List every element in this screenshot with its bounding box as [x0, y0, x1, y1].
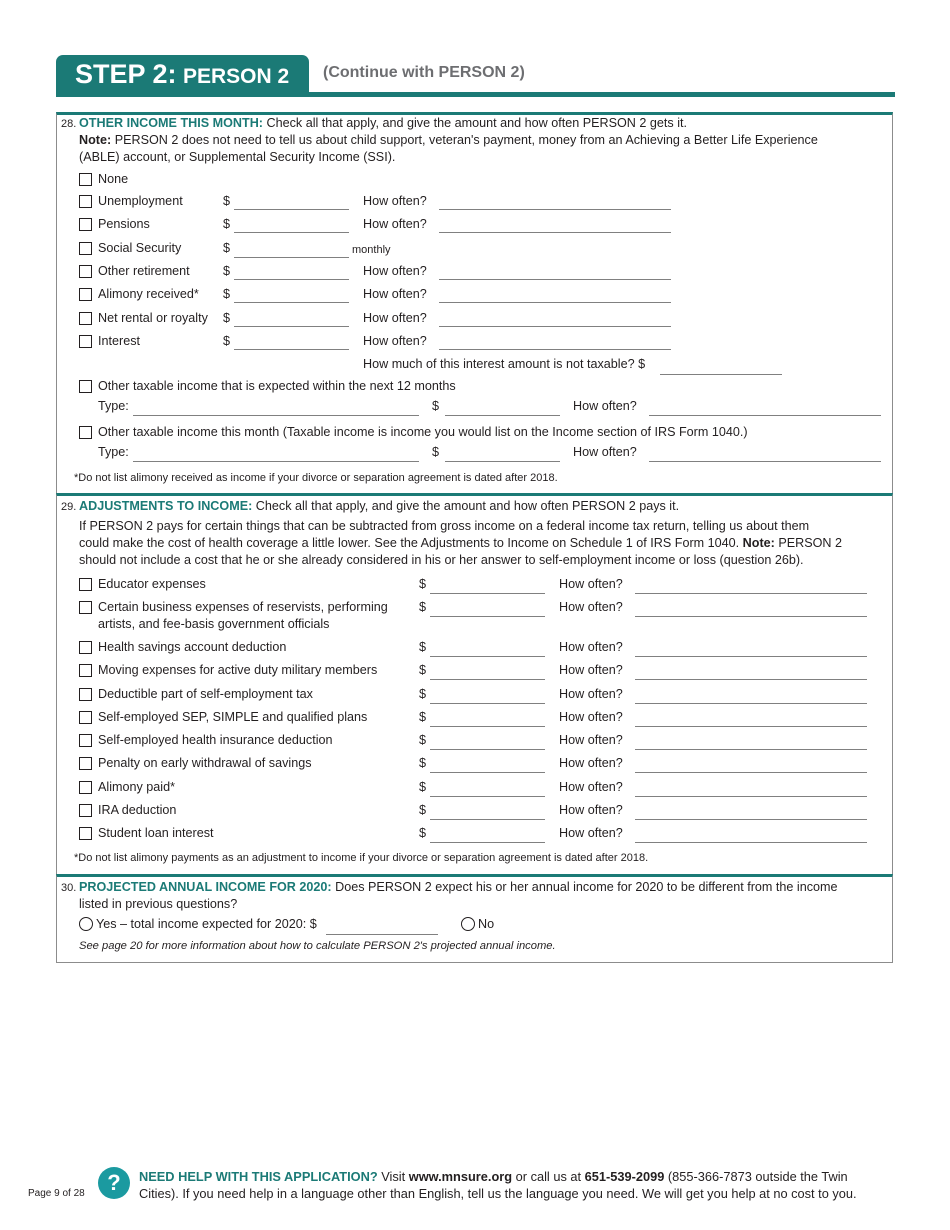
frequency-field[interactable] — [635, 616, 867, 617]
dollar-sign: $ — [223, 334, 231, 348]
dollar-sign: $ — [223, 264, 231, 278]
help-line2: Cities). If you need help in a language other than English, tell us the language you need. We will get you help at no cost to you. — [139, 1186, 857, 1201]
q28-note-line2: (ABLE) account, or Supplemental Security Income (SSI). — [79, 150, 396, 164]
type-field[interactable] — [133, 461, 419, 462]
adjustment-checkbox[interactable] — [79, 641, 92, 654]
other-12mo-checkbox[interactable] — [79, 380, 92, 393]
dollar-sign: $ — [223, 311, 231, 325]
adjustment-checkbox[interactable] — [79, 711, 92, 724]
dollar-sign: $ — [419, 710, 427, 724]
income-label: Other retirement — [98, 264, 190, 278]
frequency-field[interactable] — [635, 726, 867, 727]
adjustment-label: Self-employed SEP, SIMPLE and qualified plans — [98, 710, 368, 724]
dollar-sign: $ — [419, 756, 427, 770]
income-checkbox[interactable] — [79, 218, 92, 231]
how-often-label: How often? — [559, 756, 623, 770]
dollar-sign: $ — [419, 663, 427, 677]
amount-field[interactable] — [234, 349, 349, 350]
help-visit: Visit — [381, 1169, 406, 1184]
frequency-field[interactable] — [635, 656, 867, 657]
adjustment-label: Certain business expenses of reservists, performing — [98, 600, 388, 614]
other-month-label: Other taxable income this month (Taxable income is income you would list on the Income section of IRS Form 1040.) — [98, 425, 748, 439]
dollar-sign: $ — [223, 217, 231, 231]
frequency-field[interactable] — [439, 279, 671, 280]
amount-field[interactable] — [234, 209, 349, 210]
q28-footnote: *Do not list alimony received as income if your divorce or separation agreement is dated after 2018. — [74, 472, 558, 484]
adjustment-checkbox[interactable] — [79, 734, 92, 747]
amount-field[interactable] — [445, 415, 560, 416]
help-phone[interactable]: 651-539-2099 — [584, 1169, 665, 1184]
type-field[interactable] — [133, 415, 419, 416]
how-often-label: How often? — [559, 577, 623, 591]
q28-note-line1: PERSON 2 does not need to tell us about child support, veteran's payment, money from an Achieving a Better Life Experience — [114, 133, 818, 147]
adjustment-label: Self-employed health insurance deduction — [98, 733, 333, 747]
income-checkbox[interactable] — [79, 242, 92, 255]
dollar-sign: $ — [223, 194, 231, 208]
income-label: Pensions — [98, 217, 150, 231]
frequency-field[interactable] — [439, 209, 671, 210]
dollar-sign: $ — [223, 287, 231, 301]
how-often-label: How often? — [363, 264, 427, 278]
step-label: STEP 2: — [75, 59, 177, 89]
q28-number: 28. — [61, 118, 77, 130]
frequency-field[interactable] — [439, 302, 671, 303]
frequency-field[interactable] — [439, 326, 671, 327]
amount-field[interactable] — [445, 461, 560, 462]
frequency-field[interactable] — [635, 593, 867, 594]
adjustment-label-cont: artists, and fee-basis government officials — [98, 617, 330, 631]
q28-note — [79, 133, 818, 147]
adjustment-checkbox[interactable] — [79, 781, 92, 794]
amount-field[interactable] — [430, 772, 545, 773]
dollar-sign: $ — [419, 577, 427, 591]
q29-footnote: *Do not list alimony payments as an adjustment to income if your divorce or separation agreement is dated after 2018. — [74, 852, 649, 864]
q29-header — [79, 499, 679, 513]
how-often-label: How often? — [559, 640, 623, 654]
q30-number: 30. — [61, 882, 77, 894]
dollar-sign: $ — [419, 826, 427, 840]
other-12mo-label: Other taxable income that is expected within the next 12 months — [98, 379, 456, 393]
adjustment-label: Alimony paid* — [98, 780, 176, 794]
how-often-label: How often? — [559, 826, 623, 840]
income-checkbox[interactable] — [79, 195, 92, 208]
dollar-sign: $ — [432, 445, 440, 459]
help-rest: (855-366-7873 outside the Twin — [667, 1169, 848, 1184]
q28-intro: Check all that apply, and give the amount and how often PERSON 2 gets it. — [266, 116, 688, 130]
none-label: None — [98, 172, 129, 186]
continue-note: (Continue with PERSON 2) — [323, 64, 525, 81]
no-radio[interactable] — [461, 917, 475, 931]
dollar-sign: $ — [419, 803, 427, 817]
q29-para-line1: If PERSON 2 pays for certain things that can be subtracted from gross income on a federal income tax return, telling us about them — [79, 519, 810, 533]
income-checkbox[interactable] — [79, 312, 92, 325]
dollar-sign: $ — [419, 687, 427, 701]
yes-label: Yes – total income expected for 2020: $ — [96, 917, 317, 931]
how-often-label: How often? — [559, 687, 623, 701]
q28-title: OTHER INCOME THIS MONTH: — [79, 116, 263, 130]
frequency-field[interactable] — [635, 679, 867, 680]
how-often-label: How often? — [363, 194, 427, 208]
amount-field[interactable] — [430, 726, 545, 727]
adjustment-label: Health savings account deduction — [98, 640, 287, 654]
amount-field[interactable] — [234, 279, 349, 280]
q30-question-line2: listed in previous questions? — [79, 897, 238, 911]
dollar-sign: $ — [419, 780, 427, 794]
frequency-field[interactable] — [649, 415, 881, 416]
income-checkbox[interactable] — [79, 335, 92, 348]
help-title: NEED HELP WITH THIS APPLICATION? — [139, 1169, 378, 1184]
frequency-field[interactable] — [649, 461, 881, 462]
amount-field[interactable] — [430, 679, 545, 680]
amount-field[interactable] — [430, 593, 545, 594]
q29-title: ADJUSTMENTS TO INCOME: — [79, 499, 253, 513]
amount-field[interactable] — [234, 257, 349, 258]
help-website[interactable]: www.mnsure.org — [408, 1169, 513, 1184]
frequency-field[interactable] — [635, 749, 867, 750]
dollar-sign: $ — [419, 733, 427, 747]
adjustment-checkbox[interactable] — [79, 601, 92, 614]
how-often-label: How often? — [559, 710, 623, 724]
q29-para-line2b: PERSON 2 — [778, 536, 843, 550]
amount-field[interactable] — [430, 749, 545, 750]
page-number: Page 9 of 28 — [28, 1188, 85, 1199]
q29-para-line2 — [79, 536, 842, 550]
adjustment-label: Moving expenses for active duty military members — [98, 663, 378, 677]
frequency-field[interactable] — [635, 842, 867, 843]
adjustment-label: Deductible part of self-employment tax — [98, 687, 313, 701]
adjustment-checkbox[interactable] — [79, 827, 92, 840]
adjustment-checkbox[interactable] — [79, 757, 92, 770]
header-rule — [56, 92, 895, 97]
see-page-note: See page 20 for more information about how to calculate PERSON 2's projected annual income. — [79, 940, 556, 952]
income-label: Alimony received* — [98, 287, 199, 301]
amount-field[interactable] — [430, 819, 545, 820]
amount-field[interactable] — [234, 302, 349, 303]
other-month-checkbox[interactable] — [79, 426, 92, 439]
frequency-field[interactable] — [439, 232, 671, 233]
help-call: or call us at — [515, 1169, 582, 1184]
q29-para-line3: should not include a cost that he or she already considered in his or her answer to self-employment income or loss (question 26b). — [79, 553, 804, 567]
adjustment-checkbox[interactable] — [79, 578, 92, 591]
amount-field[interactable] — [430, 656, 545, 657]
interest-nontaxable-question: How much of this interest amount is not taxable? $ — [363, 357, 646, 371]
adjustment-checkbox[interactable] — [79, 804, 92, 817]
adjustment-label: IRA deduction — [98, 803, 177, 817]
no-label: No — [478, 917, 495, 931]
none-checkbox[interactable] — [79, 173, 92, 186]
amount-field[interactable] — [430, 703, 545, 704]
help-icon: ? — [98, 1167, 130, 1199]
q29-para-note: Note: — [742, 536, 775, 550]
nontaxable-amount-field[interactable] — [660, 374, 782, 375]
expected-income-field[interactable] — [326, 934, 438, 935]
q29-number: 29. — [61, 501, 77, 513]
type-label: Type: — [98, 445, 129, 459]
how-often-label: How often? — [559, 780, 623, 794]
amount-field[interactable] — [234, 326, 349, 327]
yes-radio[interactable] — [79, 917, 93, 931]
type-label: Type: — [98, 399, 129, 413]
how-often-label: How often? — [573, 399, 637, 413]
q30-title: PROJECTED ANNUAL INCOME FOR 2020: — [79, 880, 332, 894]
how-often-label: How often? — [559, 663, 623, 677]
amount-field[interactable] — [234, 232, 349, 233]
monthly-label: monthly — [352, 244, 391, 256]
person-label: PERSON 2 — [183, 65, 290, 88]
q30-question-line1: Does PERSON 2 expect his or her annual income for 2020 to be different from the income — [335, 880, 838, 894]
income-label: Social Security — [98, 241, 182, 255]
income-checkbox[interactable] — [79, 288, 92, 301]
amount-field[interactable] — [430, 842, 545, 843]
income-label: Net rental or royalty — [98, 311, 208, 325]
q30-header — [79, 880, 838, 894]
adjustment-label: Educator expenses — [98, 577, 206, 591]
adjustment-checkbox[interactable] — [79, 688, 92, 701]
income-checkbox[interactable] — [79, 265, 92, 278]
q28-note-label: Note: — [79, 133, 112, 147]
how-often-label: How often? — [363, 217, 427, 231]
adjustment-label: Penalty on early withdrawal of savings — [98, 756, 312, 770]
q28-header — [79, 116, 687, 130]
frequency-field[interactable] — [439, 349, 671, 350]
q29-intro: Check all that apply, and give the amount and how often PERSON 2 pays it. — [255, 499, 680, 513]
frequency-field[interactable] — [635, 796, 867, 797]
how-often-label: How often? — [573, 445, 637, 459]
dollar-sign: $ — [419, 640, 427, 654]
dollar-sign: $ — [419, 600, 427, 614]
how-often-label: How often? — [559, 733, 623, 747]
how-often-label: How often? — [363, 287, 427, 301]
how-often-label: How often? — [363, 334, 427, 348]
frequency-field[interactable] — [635, 703, 867, 704]
income-label: Unemployment — [98, 194, 183, 208]
income-label: Interest — [98, 334, 140, 348]
how-often-label: How often? — [559, 600, 623, 614]
amount-field[interactable] — [430, 616, 545, 617]
adjustment-label: Student loan interest — [98, 826, 214, 840]
frequency-field[interactable] — [635, 819, 867, 820]
adjustment-checkbox[interactable] — [79, 664, 92, 677]
how-often-label: How often? — [559, 803, 623, 817]
dollar-sign: $ — [223, 241, 231, 255]
frequency-field[interactable] — [635, 772, 867, 773]
help-line1 — [139, 1169, 848, 1184]
dollar-sign: $ — [432, 399, 440, 413]
how-often-label: How often? — [363, 311, 427, 325]
q29-para-line2a: could make the cost of health coverage a little lower. See the Adjustments to Income on Schedule 1 of IRS Form 1040. — [79, 536, 740, 550]
amount-field[interactable] — [430, 796, 545, 797]
